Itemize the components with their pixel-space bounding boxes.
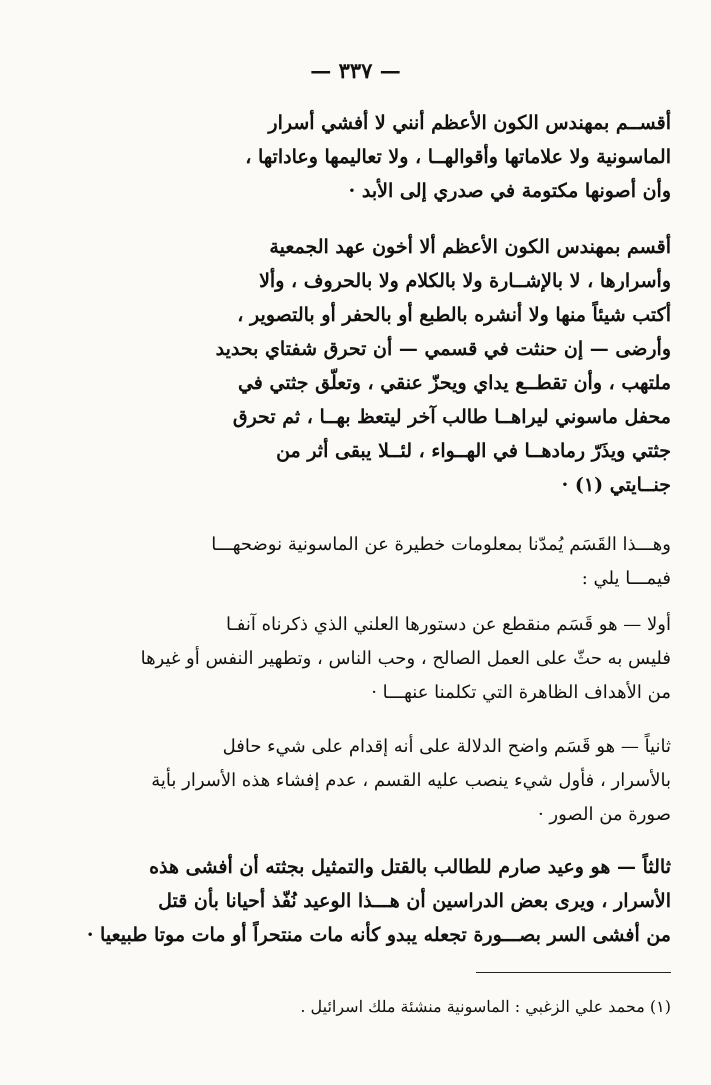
text-line: محفل ماسوني ليراهــا طالب آخر ليتعظ بهــا ، ثم تحرق <box>232 406 671 428</box>
text-line: فليس به حثّ على العمل الصالح ، وحب الناس ، وتطهير النفس أو غيرها <box>140 648 671 669</box>
text-line: وأن أصونها مكتومة في صدري إلى الأبد · <box>348 180 671 202</box>
text-line: ثانياً — هو قَسَم واضح الدلالة على أنه إقدام على شيء حافل <box>222 736 671 757</box>
footnote: (١) محمد علي الزغبي : الماسونية منشئة ملك اسرائيل . <box>300 997 671 1016</box>
text-line: الأسرار ، ويرى بعض الدراسين أن هـــذا الوعيد نُفّذ أحيانا بأن قتل <box>158 890 671 912</box>
page-number: — ٣٣٧ — <box>310 58 401 83</box>
text-line: وهـــذا القَسَم يُمدّنا بمعلومات خطيرة عن الماسونية نوضحهـــا <box>211 534 671 555</box>
text-line: من الأهداف الظاهرة التي تكلمنا عنهـــا · <box>371 682 671 703</box>
text-line: وأسرارها ، لا بالإشــارة ولا بالكلام ولا بالحروف ، وألا <box>259 270 671 292</box>
text-line: جنــايتي (١) · <box>561 474 671 496</box>
text-line: فيمـــا يلي : <box>581 568 671 589</box>
intro-paragraph <box>31 528 671 596</box>
text-line: من أفشى السر بصـــورة تجعله يبدو كأنه مات منتحراً أو مات موتا طبيعيا · <box>86 924 671 946</box>
text-line: وأرضى — إن حنثت في قسمي — أن تحرق شفتاي بحديد <box>215 338 671 360</box>
text-line: ملتهب ، وأن تقطــع يداي ويحزّ عنقي ، وتعلّق جثتي في <box>237 372 671 394</box>
text-line: أكتب شيئاً منها ولا أنشره بالطبع أو بالحفر أو بالتصوير ، <box>237 304 671 326</box>
point-first <box>31 608 671 710</box>
text-line: جثتي ويذَرّ رمادهــا في الهــواء ، لئــلا يبقى أثر من <box>276 440 671 462</box>
text-line: أقسم بمهندس الكون الأعظم ألا أخون عهد الجمعية <box>269 236 671 258</box>
text-line: صورة من الصور · <box>537 804 671 825</box>
text-line: الماسونية ولا علاماتها وأقوالهــا ، ولا تعاليمها وعاداتها ، <box>245 146 671 168</box>
text-line: أقســم بمهندس الكون الأعظم أنني لا أفشي أسرار <box>268 112 671 134</box>
point-third <box>31 850 671 952</box>
text-line: أولا — هو قَسَم منقطع عن دستورها العلني الذي ذكرناه آنفـا <box>226 614 671 635</box>
text-line: بالأسرار ، فأول شيء ينصب عليه القسم ، عدم إفشاء هذه الأسرار بأية <box>151 770 671 791</box>
text-line: ثالثاً — هو وعيد صارم للطالب بالقتل والتمثيل بجثته أن أفشى هذه <box>149 856 671 878</box>
point-second <box>31 730 671 832</box>
oath-paragraph-2 <box>171 230 671 502</box>
footnote-divider <box>476 972 671 973</box>
oath-paragraph-1 <box>171 106 671 208</box>
